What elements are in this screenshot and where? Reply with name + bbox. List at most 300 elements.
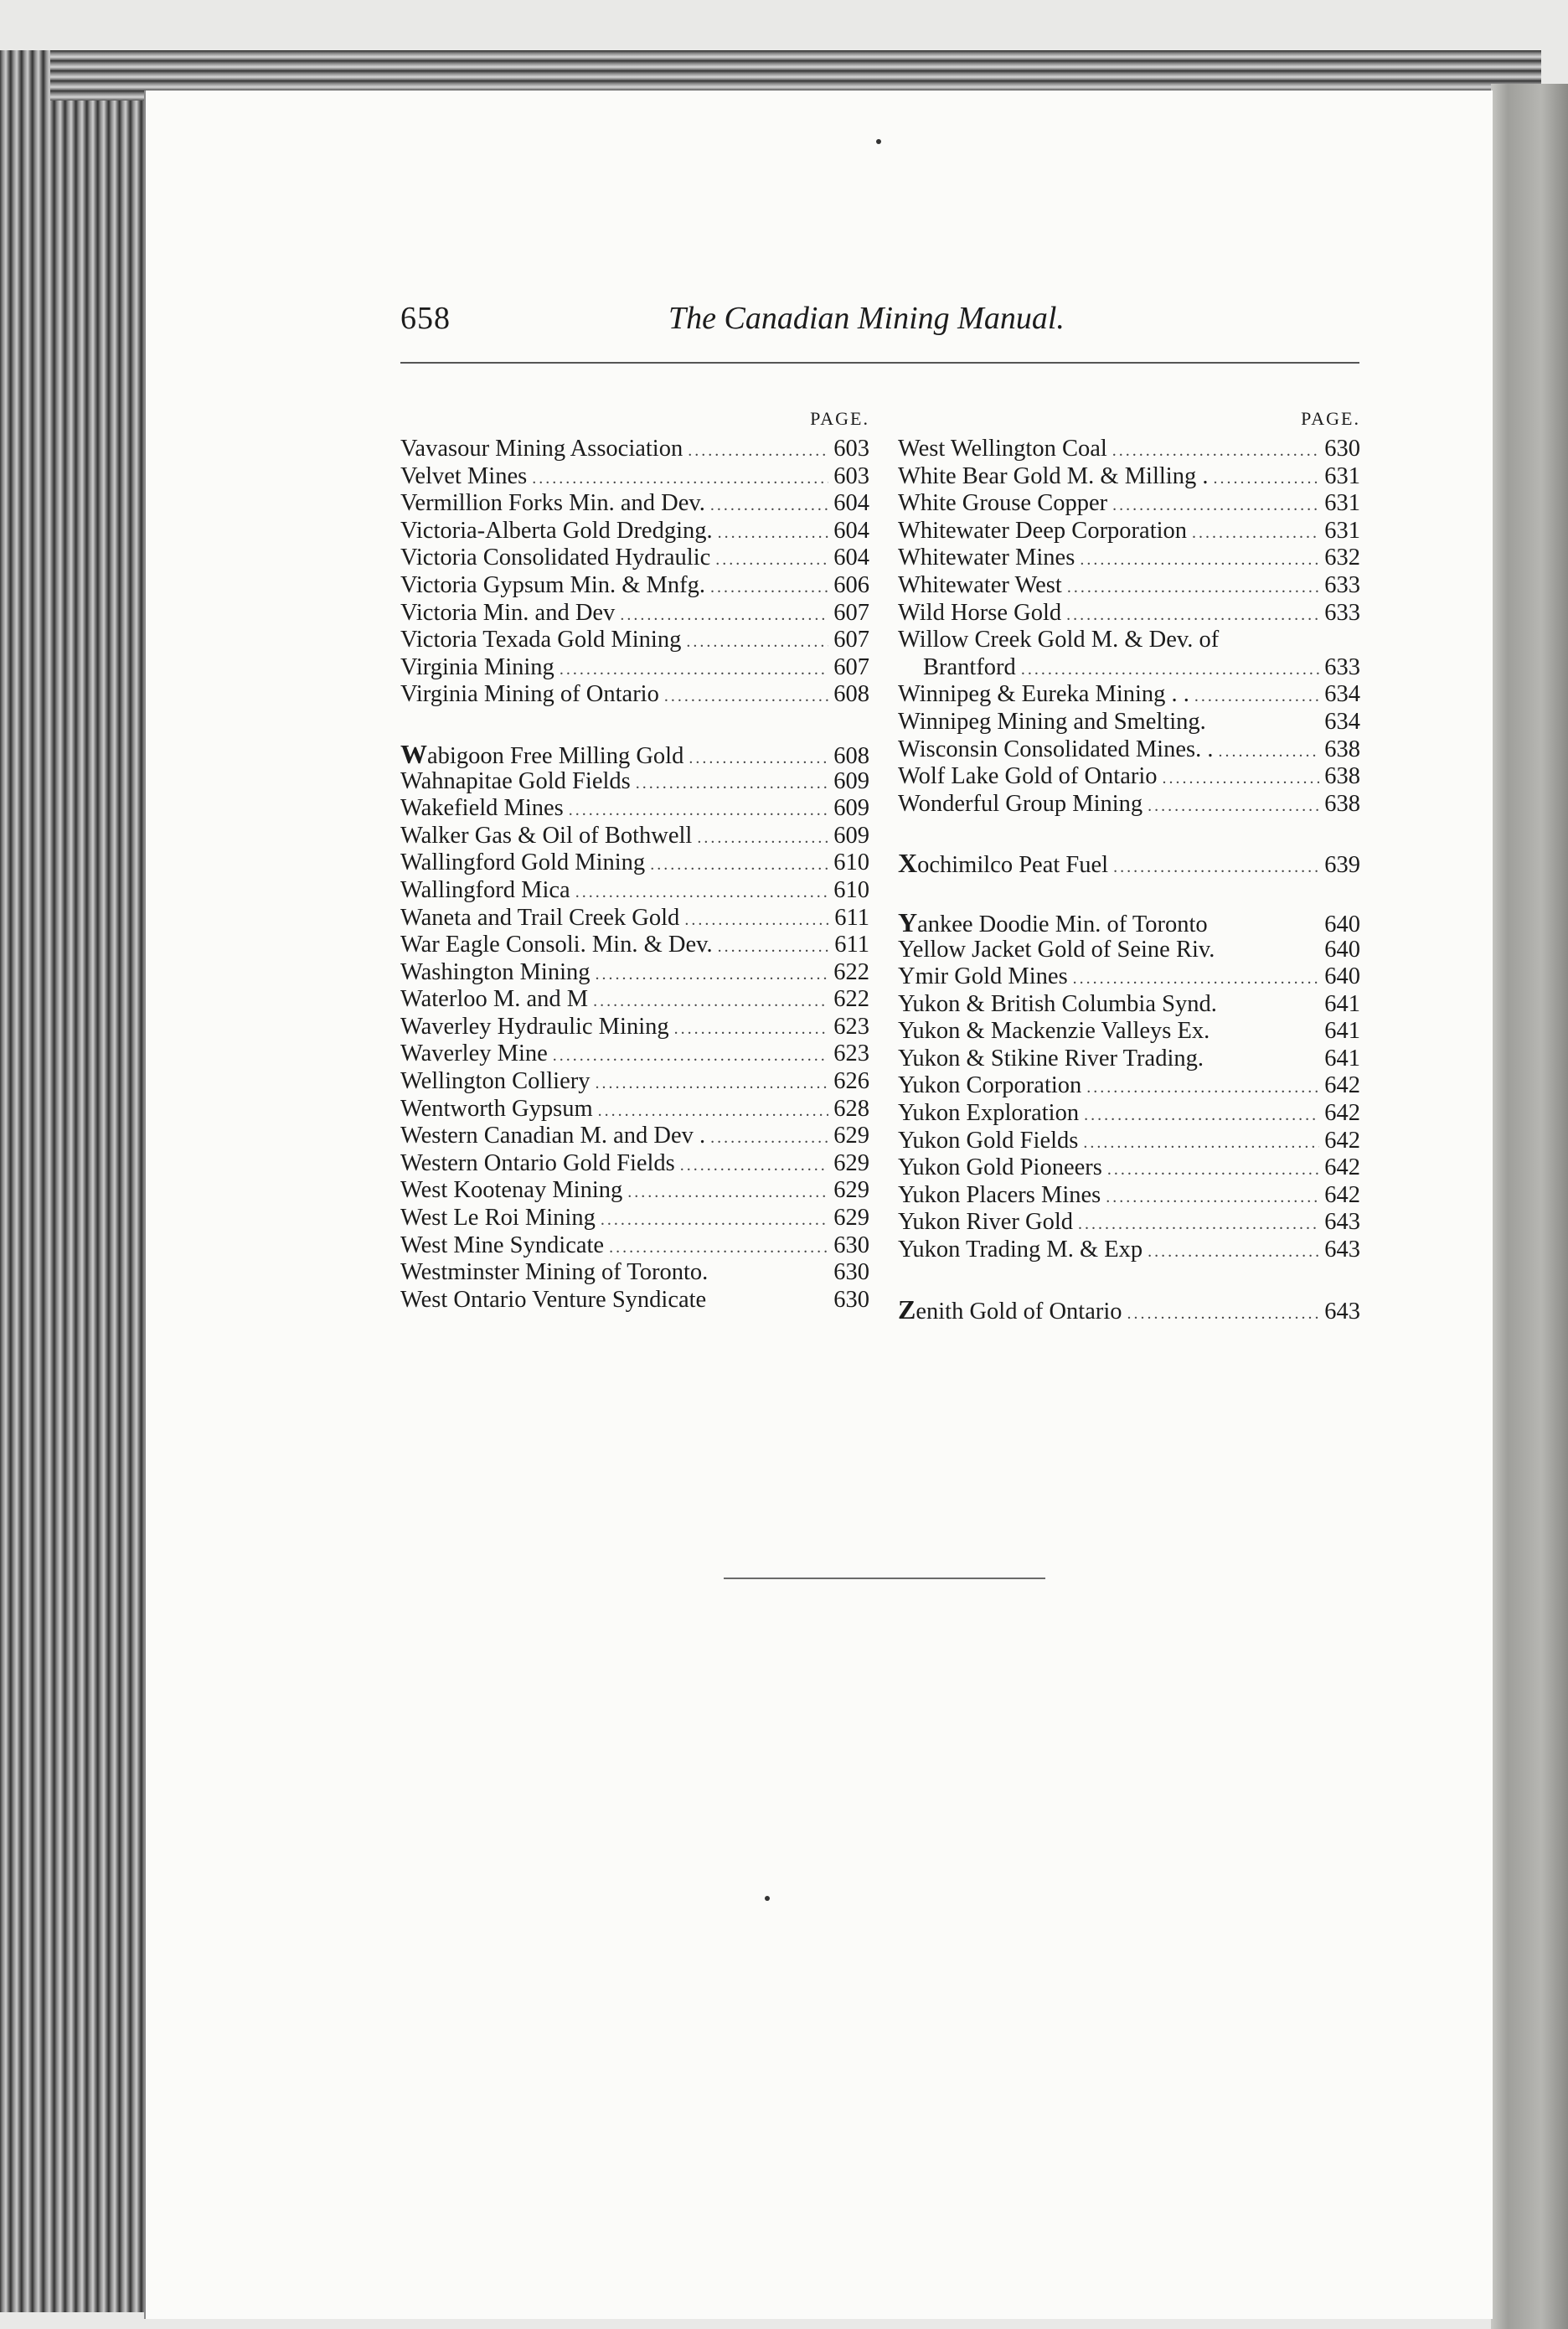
leader-dots xyxy=(553,1042,828,1070)
entry-name xyxy=(400,518,713,545)
leader-dots xyxy=(1218,738,1319,766)
index-entry xyxy=(400,768,869,796)
entry-name xyxy=(898,1237,1142,1264)
entry-text: West Ontario Venture Syndicate xyxy=(400,1286,707,1313)
entry-name xyxy=(898,1100,1079,1128)
entry-name xyxy=(898,572,1062,600)
entry-text: Yukon Exploration xyxy=(898,1100,1080,1127)
entry-page-number: 610 xyxy=(833,876,869,903)
entry-page-number: 607 xyxy=(833,653,869,680)
entry-name xyxy=(400,1150,675,1178)
entry-name xyxy=(898,545,1075,572)
leader-dots xyxy=(1194,683,1319,710)
index-entry xyxy=(400,436,869,463)
entry-name xyxy=(898,1128,1078,1155)
leader-dots xyxy=(569,797,828,824)
entry-name xyxy=(898,736,1213,764)
leader-dots xyxy=(1112,492,1319,519)
index-entry xyxy=(898,600,1360,627)
leader-dots xyxy=(1112,437,1319,465)
entry-text: Yukon & Stikine River Trading. xyxy=(898,1045,1204,1072)
entry-text: Waverley Hydraulic Mining xyxy=(400,1013,669,1040)
leader-dots xyxy=(715,546,828,574)
entry-text: West Wellington Coal xyxy=(898,436,1107,462)
entry-name xyxy=(898,463,1208,491)
entry-page-number: 606 xyxy=(833,571,869,598)
entry-name xyxy=(898,1209,1073,1237)
entry-name xyxy=(898,1046,1204,1073)
entry-text: Wolf Lake Gold of Ontario xyxy=(898,763,1158,790)
entry-text: ankee Doodie Min. of Toronto xyxy=(917,911,1208,937)
entry-name xyxy=(898,654,1016,682)
entry-text: Yukon & Mackenzie Valleys Ex. xyxy=(898,1018,1210,1045)
index-entry xyxy=(898,906,1360,937)
index-entry xyxy=(400,1205,869,1232)
entry-name xyxy=(400,490,705,518)
entry-page-number: 607 xyxy=(833,599,869,626)
entry-page-number: 611 xyxy=(834,932,869,958)
entry-name xyxy=(400,600,615,627)
entry-page-number: 638 xyxy=(1324,790,1360,817)
leader-dots xyxy=(1083,1129,1319,1157)
entry-text: Ymir Gold Mines xyxy=(898,963,1068,990)
entry-page-number: 638 xyxy=(1324,736,1360,762)
entry-name xyxy=(400,1014,669,1041)
leader-dots xyxy=(1066,602,1319,629)
leader-dots xyxy=(697,824,828,852)
leader-dots xyxy=(1163,765,1320,793)
entry-name xyxy=(400,627,681,654)
entry-page-number: 603 xyxy=(833,462,869,489)
entry-page-number: 604 xyxy=(833,517,869,544)
entry-page-number: 610 xyxy=(833,849,869,876)
index-entries-right xyxy=(898,436,1360,1323)
entry-name xyxy=(400,1096,593,1123)
entry-page-number: 630 xyxy=(1324,436,1360,462)
entry-name xyxy=(898,518,1187,545)
entry-text: Victoria-Alberta Gold Dredging. xyxy=(400,517,713,544)
index-entry xyxy=(898,463,1360,491)
entry-page-number: 632 xyxy=(1324,545,1360,571)
entry-name xyxy=(400,1287,706,1314)
leader-dots xyxy=(1084,1102,1319,1129)
leader-dots xyxy=(1073,965,1320,993)
entry-name xyxy=(400,959,591,987)
entry-page-number: 642 xyxy=(1324,1072,1360,1099)
index-entry xyxy=(400,1068,869,1096)
section-initial: Y xyxy=(898,906,918,937)
entry-page-number: 641 xyxy=(1324,1018,1360,1045)
entry-text: Washington Mining xyxy=(400,958,591,985)
index-entry xyxy=(400,463,869,491)
entry-name xyxy=(898,1072,1081,1100)
index-entry xyxy=(400,1177,869,1205)
index-entry xyxy=(898,518,1360,545)
entry-page-number: 628 xyxy=(833,1095,869,1122)
entry-name xyxy=(898,1154,1102,1182)
entry-text: Winnipeg & Eureka Mining . . xyxy=(898,681,1189,708)
leader-dots xyxy=(1148,1238,1319,1266)
entry-name xyxy=(400,768,631,796)
leader-dots xyxy=(688,437,828,465)
entry-page-number: 638 xyxy=(1324,763,1360,790)
entry-page-number: 626 xyxy=(833,1068,869,1095)
entry-text: Whitewater West xyxy=(898,571,1062,598)
entry-name xyxy=(898,763,1158,791)
entry-text: War Eagle Consoli. Min. & Dev. xyxy=(400,932,713,958)
entry-name xyxy=(400,795,564,823)
entry-name xyxy=(898,1296,1122,1326)
entry-name xyxy=(898,1182,1101,1210)
entry-name xyxy=(400,1041,548,1068)
entry-name xyxy=(898,600,1061,627)
leader-dots xyxy=(609,1234,828,1262)
index-entry xyxy=(400,600,869,627)
index-entry xyxy=(400,681,869,709)
leader-dots xyxy=(593,988,828,1015)
header-rule xyxy=(400,362,1359,364)
index-spacer xyxy=(898,818,1360,849)
paper-speck xyxy=(876,139,881,144)
entry-text: Wallingford Gold Mining xyxy=(400,849,646,876)
entry-text: Winnipeg Mining and Smelting. xyxy=(898,708,1206,735)
index-entry xyxy=(898,1046,1360,1073)
leader-dots xyxy=(686,628,828,656)
index-entry xyxy=(898,763,1360,791)
entry-text: Waneta and Trail Creek Gold xyxy=(400,904,680,931)
index-entry xyxy=(400,1041,869,1068)
entry-name xyxy=(898,991,1217,1019)
entry-page-number: 630 xyxy=(833,1232,869,1258)
page-number: 658 xyxy=(400,301,451,336)
book-page-edges xyxy=(0,50,151,2312)
entry-page-number: 631 xyxy=(1324,490,1360,517)
index-entry xyxy=(898,1128,1360,1155)
section-initial: W xyxy=(400,738,427,769)
index-entry xyxy=(898,709,1360,736)
closing-rule xyxy=(724,1578,1045,1579)
entry-name xyxy=(898,906,1208,939)
index-entry xyxy=(898,1100,1360,1128)
index-entry xyxy=(898,654,1360,682)
entry-page-number: 633 xyxy=(1324,599,1360,626)
index-entry xyxy=(898,1182,1360,1210)
entry-name xyxy=(898,627,1219,654)
entry-page-number: 641 xyxy=(1324,1045,1360,1072)
entry-page-number: 609 xyxy=(833,795,869,822)
leader-dots xyxy=(689,745,828,772)
entry-text: enith Gold of Ontario xyxy=(916,1298,1122,1325)
running-title: The Canadian Mining Manual. xyxy=(668,301,1065,336)
index-entry xyxy=(400,627,869,654)
entry-text: Yellow Jacket Gold of Seine Riv. xyxy=(898,936,1215,963)
index-entry xyxy=(400,545,869,572)
entry-name xyxy=(898,937,1215,964)
leader-dots xyxy=(664,683,828,710)
index-column-right xyxy=(898,402,1360,1323)
entry-name xyxy=(400,905,679,932)
entry-text: Waterloo M. and M xyxy=(400,986,589,1013)
index-entry xyxy=(400,572,869,600)
entry-text: Virginia Mining xyxy=(400,653,554,680)
entry-text: Yukon & British Columbia Synd. xyxy=(898,990,1217,1017)
entry-name xyxy=(898,1018,1210,1046)
entry-text: Western Ontario Gold Fields xyxy=(400,1149,675,1176)
index-entry xyxy=(400,654,869,682)
entry-text: White Grouse Copper xyxy=(898,490,1108,517)
entry-name xyxy=(400,1068,590,1096)
entry-name xyxy=(400,1205,596,1232)
leader-dots xyxy=(718,519,829,547)
leader-dots xyxy=(1078,1211,1319,1238)
index-entry xyxy=(898,627,1360,654)
index-entry xyxy=(400,1232,869,1260)
entry-text: Yukon Corporation xyxy=(898,1072,1082,1099)
index-entry xyxy=(400,795,869,823)
leader-dots xyxy=(674,1015,829,1043)
entry-name xyxy=(898,963,1068,991)
entry-page-number: 604 xyxy=(833,545,869,571)
entry-text: Vermillion Forks Min. and Dev. xyxy=(400,490,705,517)
entry-page-number: 629 xyxy=(833,1149,869,1176)
entry-page-number: 608 xyxy=(833,742,869,769)
leader-dots xyxy=(1127,1300,1320,1328)
leader-dots xyxy=(680,1152,828,1180)
index-column-left xyxy=(400,402,869,1314)
leader-dots xyxy=(710,1124,828,1152)
entry-page-number: 607 xyxy=(833,627,869,653)
index-entry xyxy=(898,572,1360,600)
leader-dots xyxy=(598,1097,829,1125)
entry-page-number: 643 xyxy=(1324,1298,1360,1325)
entry-text: ochimilco Peat Fuel xyxy=(917,852,1109,879)
leader-dots xyxy=(627,1179,828,1206)
entry-page-number: 642 xyxy=(1324,1127,1360,1154)
index-spacer xyxy=(400,709,869,741)
leader-dots xyxy=(1021,656,1319,684)
entry-text: Western Canadian M. and Dev . xyxy=(400,1123,706,1149)
entry-text: Wallingford Mica xyxy=(400,876,570,903)
entry-page-number: 633 xyxy=(1324,653,1360,680)
section-initial: Z xyxy=(898,1294,916,1325)
entry-text: White Bear Gold M. & Milling . xyxy=(898,462,1209,489)
entry-text: West Kootenay Mining xyxy=(400,1177,623,1204)
section-initial: X xyxy=(898,848,918,879)
entry-name xyxy=(898,490,1107,518)
entry-name xyxy=(898,681,1189,709)
leader-dots xyxy=(650,851,828,879)
index-spacer xyxy=(898,1264,1360,1296)
index-entry xyxy=(898,545,1360,572)
entry-text: Wisconsin Consolidated Mines. . xyxy=(898,736,1214,762)
entry-page-number: 640 xyxy=(1324,911,1360,937)
entry-page-number: 641 xyxy=(1324,990,1360,1017)
entry-page-number: 622 xyxy=(833,986,869,1013)
index-entry xyxy=(400,1287,869,1314)
index-entry xyxy=(400,738,869,769)
index-entry xyxy=(400,1259,869,1287)
entry-page-number: 640 xyxy=(1324,963,1360,990)
leader-dots xyxy=(596,961,829,989)
entry-name xyxy=(400,849,645,877)
entry-page-number: 642 xyxy=(1324,1154,1360,1181)
entry-text: Yukon Placers Mines xyxy=(898,1181,1101,1208)
index-entry xyxy=(898,1296,1360,1324)
running-head xyxy=(400,300,1355,350)
entry-name xyxy=(898,709,1206,736)
entry-page-number: 643 xyxy=(1324,1209,1360,1236)
leader-dots xyxy=(710,574,828,602)
index-entry xyxy=(898,436,1360,463)
entry-text: Wahnapitae Gold Fields xyxy=(400,767,631,794)
index-entry xyxy=(400,1014,869,1041)
leader-dots xyxy=(1107,1156,1319,1184)
index-entry xyxy=(400,932,869,959)
leader-dots xyxy=(1086,1074,1319,1102)
entry-text: Brantford xyxy=(923,653,1016,680)
index-entry xyxy=(898,963,1360,991)
entry-page-number: 642 xyxy=(1324,1100,1360,1127)
index-entry xyxy=(898,1072,1360,1100)
entry-text: Victoria Consolidated Hydraulic xyxy=(400,545,711,571)
leader-dots xyxy=(684,906,829,934)
leader-dots xyxy=(1192,519,1319,547)
entry-text: Victoria Texada Gold Mining xyxy=(400,627,682,653)
entry-name xyxy=(898,791,1142,819)
leader-dots xyxy=(718,933,830,961)
entry-text: Wonderful Group Mining xyxy=(898,790,1143,817)
leader-dots xyxy=(1148,793,1319,820)
entry-text: Velvet Mines xyxy=(400,462,528,489)
index-entry xyxy=(400,490,869,518)
leader-dots xyxy=(1213,465,1319,493)
entry-text: Whitewater Deep Corporation xyxy=(898,517,1188,544)
entry-page-number: 642 xyxy=(1324,1181,1360,1208)
index-entry xyxy=(400,959,869,987)
index-entry xyxy=(400,849,869,877)
entry-page-number: 623 xyxy=(833,1041,869,1067)
entry-page-number: 634 xyxy=(1324,708,1360,735)
index-entry xyxy=(898,991,1360,1019)
entry-page-number: 629 xyxy=(833,1205,869,1232)
leader-dots xyxy=(1106,1184,1319,1211)
entry-page-number: 634 xyxy=(1324,681,1360,708)
entry-text: West Mine Syndicate xyxy=(400,1232,605,1258)
index-entry xyxy=(400,905,869,932)
entry-name xyxy=(400,823,692,850)
entry-text: West Le Roi Mining xyxy=(400,1205,596,1232)
paper-speck xyxy=(765,1896,770,1901)
leader-dots xyxy=(710,492,828,519)
entry-text: Willow Creek Gold M. & Dev. of xyxy=(898,627,1220,653)
entry-name xyxy=(400,572,705,600)
index-entry xyxy=(400,1123,869,1150)
entry-name xyxy=(898,436,1107,463)
entry-name xyxy=(400,1123,705,1150)
entry-page-number: 623 xyxy=(833,1013,869,1040)
entry-name xyxy=(400,545,710,572)
entry-text: Wild Horse Gold xyxy=(898,599,1062,626)
entry-text: Wellington Colliery xyxy=(400,1068,591,1095)
entry-page-number: 631 xyxy=(1324,517,1360,544)
entry-text: Virginia Mining of Ontario xyxy=(400,681,659,708)
entry-name xyxy=(400,877,570,905)
entry-page-number: 640 xyxy=(1324,936,1360,963)
entry-text: Yukon Gold Pioneers xyxy=(898,1154,1102,1181)
index-entry xyxy=(898,1237,1360,1264)
entry-name xyxy=(400,932,713,959)
entry-text: Yukon Gold Fields xyxy=(898,1127,1079,1154)
entry-page-number: 639 xyxy=(1324,852,1360,879)
entry-text: Whitewater Mines xyxy=(898,545,1075,571)
leader-dots xyxy=(532,465,828,493)
index-entry xyxy=(898,490,1360,518)
leader-dots xyxy=(1113,854,1319,881)
index-entry xyxy=(400,1096,869,1123)
index-entry xyxy=(898,791,1360,819)
entry-text: Victoria Min. and Dev xyxy=(400,599,616,626)
entry-text: Victoria Gypsum Min. & Mnfg. xyxy=(400,571,706,598)
entry-text: Walker Gas & Oil of Bothwell xyxy=(400,822,693,849)
index-entry xyxy=(400,877,869,905)
leader-dots xyxy=(560,656,828,684)
index-entry xyxy=(400,518,869,545)
entry-text: Wentworth Gypsum xyxy=(400,1095,593,1122)
entry-page-number: 629 xyxy=(833,1177,869,1204)
leader-dots xyxy=(1080,546,1319,574)
leader-dots xyxy=(595,1070,828,1097)
entry-page-number: 630 xyxy=(833,1259,869,1286)
entry-page-number: 643 xyxy=(1324,1237,1360,1263)
index-entry xyxy=(898,1018,1360,1046)
index-entries-left xyxy=(400,436,869,1314)
index-entry xyxy=(898,1209,1360,1237)
entry-page-number: 604 xyxy=(833,490,869,517)
entry-name xyxy=(400,986,588,1014)
index-entry xyxy=(898,1154,1360,1182)
leader-dots xyxy=(575,879,829,906)
index-entry xyxy=(400,1150,869,1178)
entry-name xyxy=(400,654,554,682)
leader-dots xyxy=(620,602,828,629)
index-entry xyxy=(400,986,869,1014)
entry-text: Waverley Mine xyxy=(400,1041,548,1067)
entry-text: abigoon Free Milling Gold xyxy=(427,742,684,769)
leader-dots xyxy=(601,1206,828,1234)
entry-name xyxy=(400,738,684,771)
entry-name xyxy=(400,436,683,463)
entry-page-number: 629 xyxy=(833,1123,869,1149)
index-entry xyxy=(400,823,869,850)
index-entry xyxy=(898,849,1360,877)
index-entry xyxy=(898,736,1360,764)
leader-dots xyxy=(1067,574,1319,602)
leader-dots xyxy=(636,770,829,798)
entry-text: Wakefield Mines xyxy=(400,795,564,822)
entry-page-number: 633 xyxy=(1324,571,1360,598)
column-header-page: PAGE. xyxy=(810,408,869,429)
facing-page-edge xyxy=(1491,84,1568,2329)
index-spacer xyxy=(898,877,1360,909)
column-header-page: PAGE. xyxy=(1301,408,1360,429)
entry-name xyxy=(400,1177,622,1205)
entry-page-number: 611 xyxy=(834,904,869,931)
entry-page-number: 631 xyxy=(1324,462,1360,489)
entry-name xyxy=(400,463,527,491)
entry-text: Westminster Mining of Toronto. xyxy=(400,1259,709,1286)
entry-page-number: 608 xyxy=(833,681,869,708)
entry-page-number: 630 xyxy=(833,1286,869,1313)
